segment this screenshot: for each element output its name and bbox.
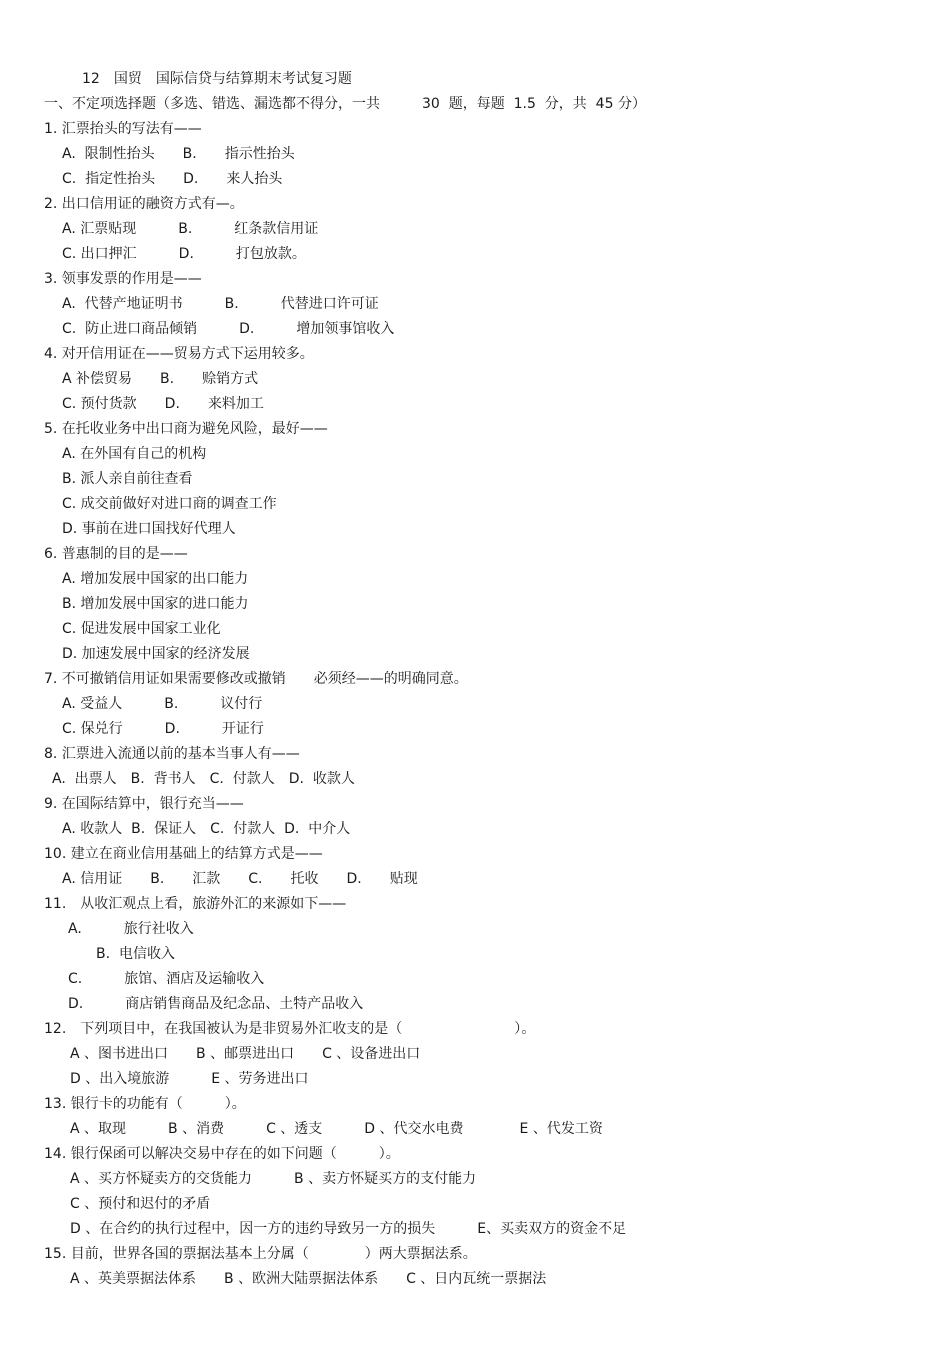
q7-options-cd: C. 保兑行 D. 开证行	[62, 721, 264, 737]
q11-option-d: D. 商店销售商品及纪念品、土特产品收入	[68, 996, 364, 1012]
q4-options-cd: C. 预付货款 D. 来料加工	[62, 396, 264, 412]
q3-options-cd: C. 防止进口商品倾销 D. 增加领事馆收入	[62, 321, 395, 337]
q14-options-de: D 、在合约的执行过程中，因一方的违约导致另一方的损失 E、买卖双方的资金不足	[70, 1221, 627, 1237]
question-15: 15. 目前，世界各国的票据法基本上分属（ ）两大票据法系。	[44, 1246, 477, 1262]
q2-options-cd: C. 出口押汇 D. 打包放款。	[62, 246, 306, 262]
q14-option-c: C 、预付和迟付的矛盾	[70, 1196, 211, 1212]
question-3: 3. 领事发票的作用是——	[44, 271, 202, 287]
q3-options-ab: A. 代替产地证明书 B. 代替进口许可证	[62, 296, 379, 312]
q2-options-ab: A. 汇票贴现 B. 红条款信用证	[62, 221, 319, 237]
q14-options-ab: A 、买方怀疑卖方的交货能力 B 、卖方怀疑买方的支付能力	[70, 1171, 477, 1187]
question-7: 7. 不可撤销信用证如果需要修改或撤销 必须经——的明确同意。	[44, 671, 468, 687]
question-5: 5. 在托收业务中出口商为避免风险，最好——	[44, 421, 328, 437]
q11-option-b: B. 电信收入	[96, 946, 175, 962]
question-1: 1. 汇票抬头的写法有——	[44, 121, 202, 137]
question-2: 2. 出口信用证的融资方式有—。	[44, 196, 244, 212]
q4-options-ab: A 补偿贸易 B. 赊销方式	[62, 371, 259, 387]
q5-option-d: D. 事前在进口国找好代理人	[62, 521, 236, 537]
q6-option-d: D. 加速发展中国家的经济发展	[62, 646, 250, 662]
q5-option-b: B. 派人亲自前往查看	[62, 471, 193, 487]
question-14: 14. 银行保函可以解决交易中存在的如下问题（ ）。	[44, 1146, 400, 1162]
q12-options-abc: A 、图书进出口 B 、邮票进出口 C 、设备进出口	[70, 1046, 421, 1062]
q6-option-b: B. 增加发展中国家的进口能力	[62, 596, 249, 612]
q8-options: A. 出票人 B. 背书人 C. 付款人 D. 收款人	[52, 771, 355, 787]
question-10: 10. 建立在商业信用基础上的结算方式是——	[44, 846, 323, 862]
q7-options-ab: A. 受益人 B. 议付行	[62, 696, 263, 712]
q12-options-de: D 、出入境旅游 E 、劳务进出口	[70, 1071, 309, 1087]
q1-options-ab: A. 限制性抬头 B. 指示性抬头	[62, 146, 295, 162]
q5-option-a: A. 在外国有自己的机构	[62, 446, 207, 462]
q11-option-c: C. 旅馆、酒店及运输收入	[68, 971, 265, 987]
question-9: 9. 在国际结算中，银行充当——	[44, 796, 244, 812]
q13-options: A 、取现 B 、消费 C 、透支 D 、代交水电费 E 、代发工资	[70, 1121, 603, 1137]
question-8: 8. 汇票进入流通以前的基本当事人有——	[44, 746, 300, 762]
section-heading: 一、不定项选择题（多选、错选、漏选都不得分，一共 30 题，每题 1.5 分，共 45 分）	[44, 96, 646, 112]
q6-option-a: A. 增加发展中国家的出口能力	[62, 571, 249, 587]
question-4: 4. 对开信用证在——贸易方式下运用较多。	[44, 346, 314, 362]
question-12: 12. 下列项目中，在我国被认为是非贸易外汇收支的是（ ）。	[44, 1021, 536, 1037]
q11-option-a: A. 旅行社收入	[68, 921, 194, 937]
q6-option-c: C. 促进发展中国家工业化	[62, 621, 221, 637]
q15-options: A 、英美票据法体系 B 、欧洲大陆票据法体系 C 、日内瓦统一票据法	[70, 1271, 547, 1287]
q10-options: A. 信用证 B. 汇款 C. 托收 D. 贴现	[62, 871, 418, 887]
question-13: 13. 银行卡的功能有（ ）。	[44, 1096, 246, 1112]
question-6: 6. 普惠制的目的是——	[44, 546, 188, 562]
document-title: 12 国贸 国际信贷与结算期末考试复习题	[82, 71, 352, 87]
q9-options: A. 收款人 B. 保证人 C. 付款人 D. 中介人	[62, 821, 351, 837]
q5-option-c: C. 成交前做好对进口商的调查工作	[62, 496, 277, 512]
question-11: 11. 从收汇观点上看，旅游外汇的来源如下——	[44, 896, 347, 912]
q1-options-cd: C. 指定性抬头 D. 来人抬头	[62, 171, 283, 187]
